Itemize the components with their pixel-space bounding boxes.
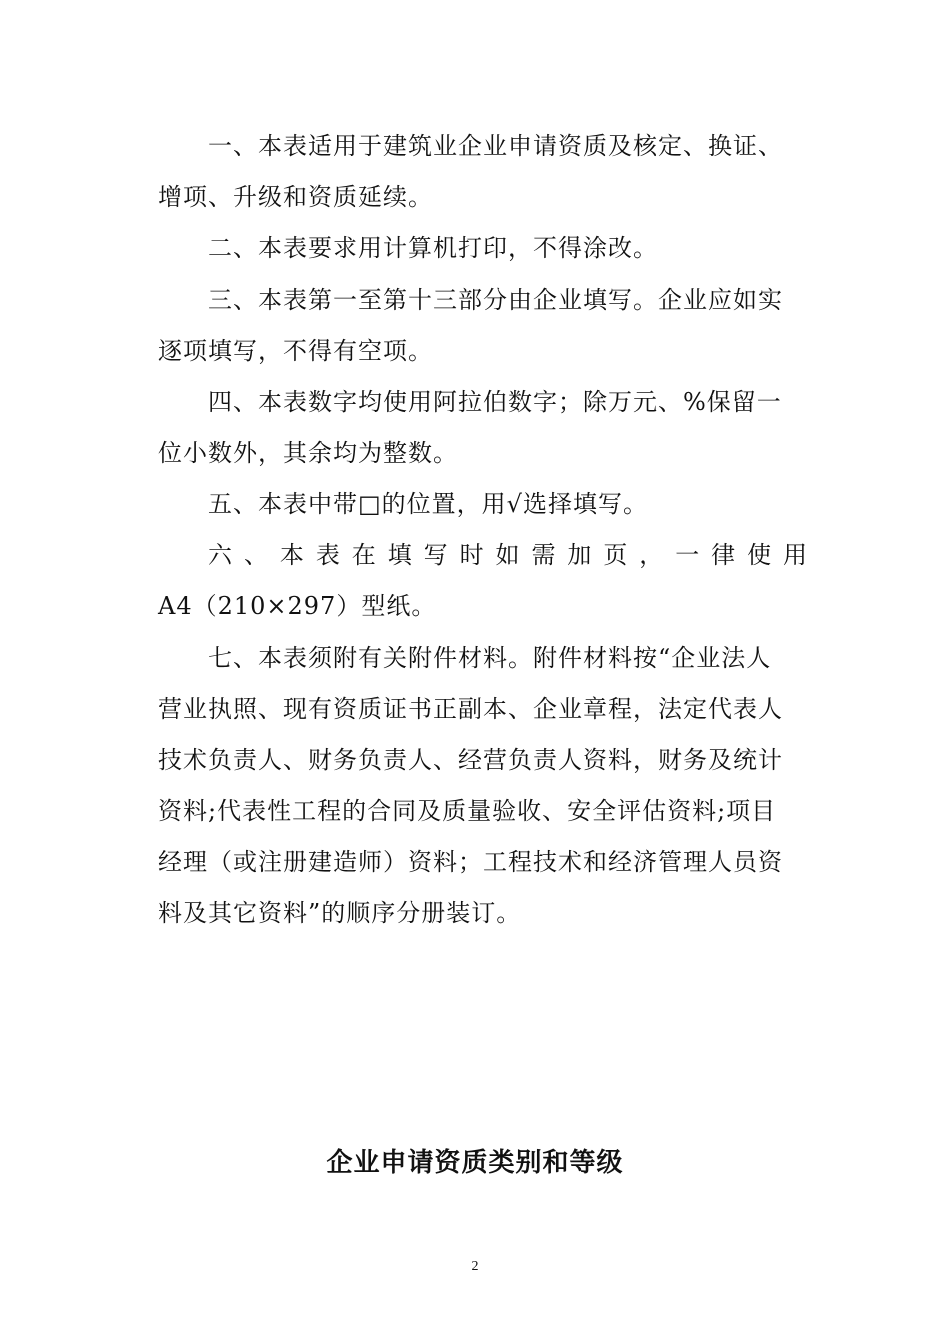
instruction-6-char: 、 (243, 541, 269, 569)
instruction-3-line-1: 三、本表第一至第十三部分由企业填写。企业应如实 (208, 286, 783, 314)
instruction-6-char: 一 (675, 541, 701, 569)
instruction-4-line-2: 位小数外，其余均为整数。 (158, 439, 458, 467)
instruction-6-char: 如 (495, 541, 521, 569)
instruction-6-char: 六 (208, 541, 233, 569)
instruction-1-line-1: 一、本表适用于建筑业企业申请资质及核定、换证、 (208, 132, 783, 160)
instruction-5-line-1: 五、本表中带□的位置，用√选择填写。 (208, 490, 648, 518)
instruction-1-line-2: 增项、升级和资质延续。 (158, 183, 433, 211)
instruction-6-char: 加 (567, 541, 593, 569)
instruction-6-line-1 (208, 540, 808, 570)
instruction-6-char: 填 (387, 541, 413, 569)
instruction-6-char: 写 (423, 541, 449, 569)
instruction-7-line-6: 料及其它资料”的顺序分册装订。 (158, 899, 522, 927)
section-heading: 企业申请资质类别和等级 (326, 1148, 624, 1178)
instruction-6-char: 在 (351, 541, 377, 569)
instruction-2-line-1: 二、本表要求用计算机打印，不得涂改。 (208, 234, 658, 262)
instruction-7-line-2: 营业执照、现有资质证书正副本、企业章程，法定代表人 (158, 695, 783, 723)
instruction-6-char: 时 (459, 541, 485, 569)
instruction-6-char: 使 (747, 541, 773, 569)
instruction-6-char: 表 (315, 541, 341, 569)
instruction-6-char: 需 (531, 541, 557, 569)
instruction-4-line-1: 四、本表数字均使用阿拉伯数字；除万元、%保留一 (208, 388, 782, 416)
instruction-7-line-3: 技术负责人、财务负责人、经营负责人资料，财务及统计 (158, 746, 783, 774)
instruction-6-line-2: A4（210×297）型纸。 (158, 592, 437, 620)
instruction-6-char: 页 (603, 541, 629, 569)
instruction-3-line-2: 逐项填写，不得有空项。 (158, 337, 433, 365)
instruction-6-char: 用 (783, 541, 808, 569)
instruction-6-char: 本 (279, 541, 305, 569)
page-number: 2 (471, 1259, 479, 1274)
instruction-6-char: ， (639, 541, 665, 569)
instruction-7-line-4: 资料;代表性工程的合同及质量验收、安全评估资料;项目 (158, 797, 777, 825)
instruction-7-line-5: 经理（或注册建造师）资料；工程技术和经济管理人员资 (158, 848, 783, 876)
instruction-6-char: 律 (711, 541, 737, 569)
instruction-7-line-1: 七、本表须附有关附件材料。附件材料按“企业法人 (208, 644, 772, 672)
